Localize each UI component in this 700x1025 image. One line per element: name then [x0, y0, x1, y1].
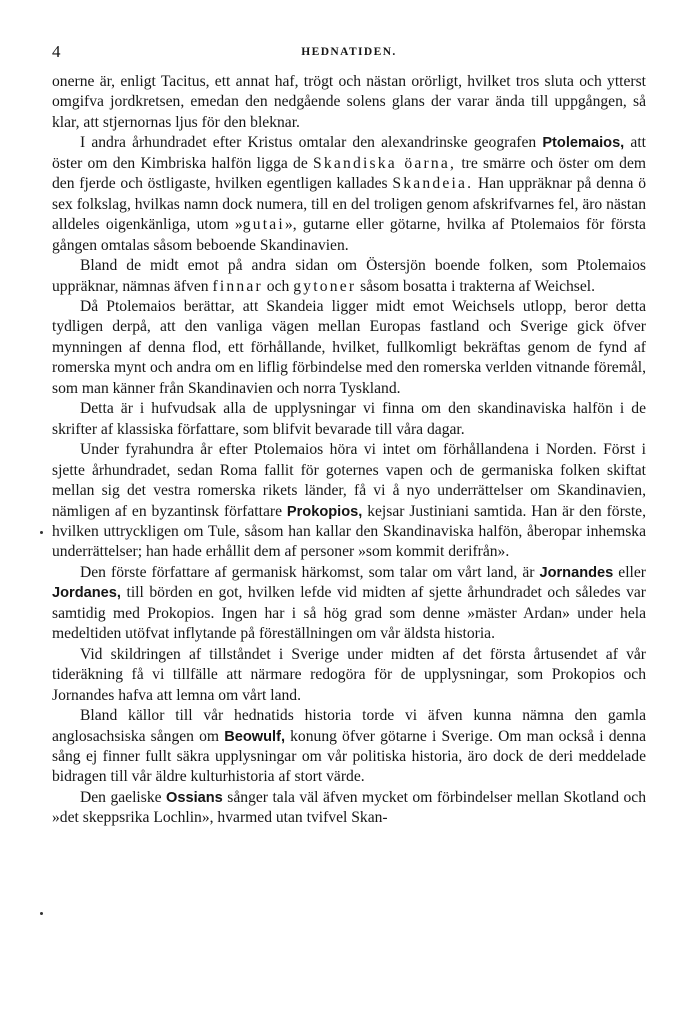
author-name: Ossians	[166, 789, 223, 806]
paragraph	[52, 297, 646, 399]
author-name: Jornandes	[539, 564, 614, 581]
text-run: kejsar Justiniani samtida. Han är den förste, hvilken uttryckligen om Tule, såsom han kallar den Skandinaviska halfön, åberopar inhemska underrättelser; han hade erhållit dem af personer »som kommit derifrån».	[52, 502, 646, 561]
text-run: Bland de midt emot på andra sidan om Östersjön boende folken, som Ptolemaios uppräknar, nämnas äfven	[52, 257, 646, 295]
text-run: Den förste författare af germanisk härkomst, som talar om vårt land, är	[80, 563, 540, 581]
paragraph	[52, 72, 646, 133]
text-run: onerne är, enligt Tacitus, ett annat haf, trögt och nästan orörligt, hvilket tros sluta och ytterst omgifva jordkretsen, emedan den nedgående solens glans der varar ända till uppgången, så klar, att stjernornas ljus för den bleknar.	[52, 73, 646, 131]
page-header	[52, 40, 646, 64]
text-run: sånger tala väl äfven mycket om förbindelser mellan Skotland och »det skeppsrika Lochlin», hvarmed utan tvifvel Skan-	[52, 788, 646, 827]
text-run: Han uppräknar på denna ö sex folkslag, hvilkas namn dock numera, till en del troligen genom afskrifvarnes fel, äro nästan alldeles oigenkänliga, utom »	[52, 175, 647, 234]
spaced-term: gutai	[242, 216, 285, 234]
text-run: att öster om den Kimbriska halfön ligga de	[52, 134, 646, 172]
paragraph	[52, 133, 646, 256]
text-run: Vid skildringen af tillståndet i Sverige under midten af det första årtusendet af vår tideräkning få vi tillfälle att närmare redogöra för de upplysningar, som Prokopios och Jornandes hafva att lemna om vårt land.	[52, 645, 646, 704]
author-name: Prokopios,	[286, 503, 363, 520]
author-name: Ptolemaios,	[542, 135, 625, 152]
margin-speck	[40, 912, 43, 915]
body-text	[52, 72, 646, 829]
text-run: Bland källor till vår hednatids historia torde vi äfven kunna nämna den gamla anglosachsiska sången om	[52, 707, 646, 745]
text-run: Under fyrahundra år efter Ptolemaios höra vi intet om förhållandena i Norden. Först i sjette århundradet, sedan Roma fallit för goternes vapen och de germaniska folken skiftat mellan sig det vestra romerska rikets länder, få vi å nyo underrättelser om Skandinavien, nämligen af en byzantinsk författare	[52, 441, 646, 520]
spaced-term: Skandiska öarna,	[313, 154, 457, 172]
page-number: 4	[52, 42, 61, 61]
margin-speck	[40, 531, 43, 534]
text-run: såsom bosatta i trakterna af Weichsel.	[356, 277, 596, 295]
text-run: konung öfver götarne i Sverige. Om man också i denna sång ej finner fullt säkra upplysningar om vår politiska historia, äro dock de deri meddelade bidragen till vår äldre kulturhistoria af stort värde.	[52, 727, 646, 786]
text-run: tre smärre och öster om dem den fjerde och östligaste, hvilken egentligen kallades	[52, 154, 646, 193]
spaced-term: Skandeia.	[392, 175, 474, 193]
text-run: I andra århundradet efter Kristus omtalar den alexandrinske geografen	[80, 134, 543, 152]
text-run: Då Ptolemaios berättar, att Skandeia ligger midt emot Weichsels utlopp, beror detta tydligen derpå, att den vanliga vägen mellan Europas fastland och Sverige gick öfver mynningen af denna flod, ett förhållande, hvilket, fullkomligt bekräftas genom de fynd af romerska mynt och andra om en liflig förbindelse med den romerska verlden vitnande föremål, som man känner från Skandinavien och norra Tyskland.	[52, 297, 646, 397]
paragraph	[52, 788, 646, 829]
paragraph	[52, 706, 646, 788]
text-run: Detta är i hufvudsak alla de upplysningar vi finna om den skandinaviska halfön i de skrifter af klassiska författare, som blifvit bevarade till våra dagar.	[52, 400, 646, 438]
paragraph	[52, 440, 646, 563]
spaced-term: gytoner	[293, 277, 357, 295]
spaced-term: finnar	[212, 277, 263, 295]
running-title: HEDNATIDEN.	[301, 46, 397, 58]
text-run: eller	[613, 563, 646, 581]
text-run: till börden en got, hvilken lefde vid midten af sjette århundradet och således var samtidig med Prokopios. Ingen har i så hög grad som denne »mäster Ardan» under hela medeltiden utöfvat inflytande på föreställningen om vår äldsta historia.	[52, 584, 646, 643]
paragraph	[52, 645, 646, 706]
author-name: Beowulf,	[224, 728, 285, 745]
text-run: och	[262, 277, 294, 295]
paragraph	[52, 563, 646, 645]
author-name: Jordanes,	[52, 585, 121, 602]
text-run: », gutarne eller götarne, hvilka af Ptolemaios för första gången omtalas såsom beboende Skandinavien.	[52, 216, 646, 254]
text-run: Den gaeliske	[80, 788, 167, 806]
paragraph	[52, 399, 646, 440]
paragraph	[52, 256, 646, 297]
